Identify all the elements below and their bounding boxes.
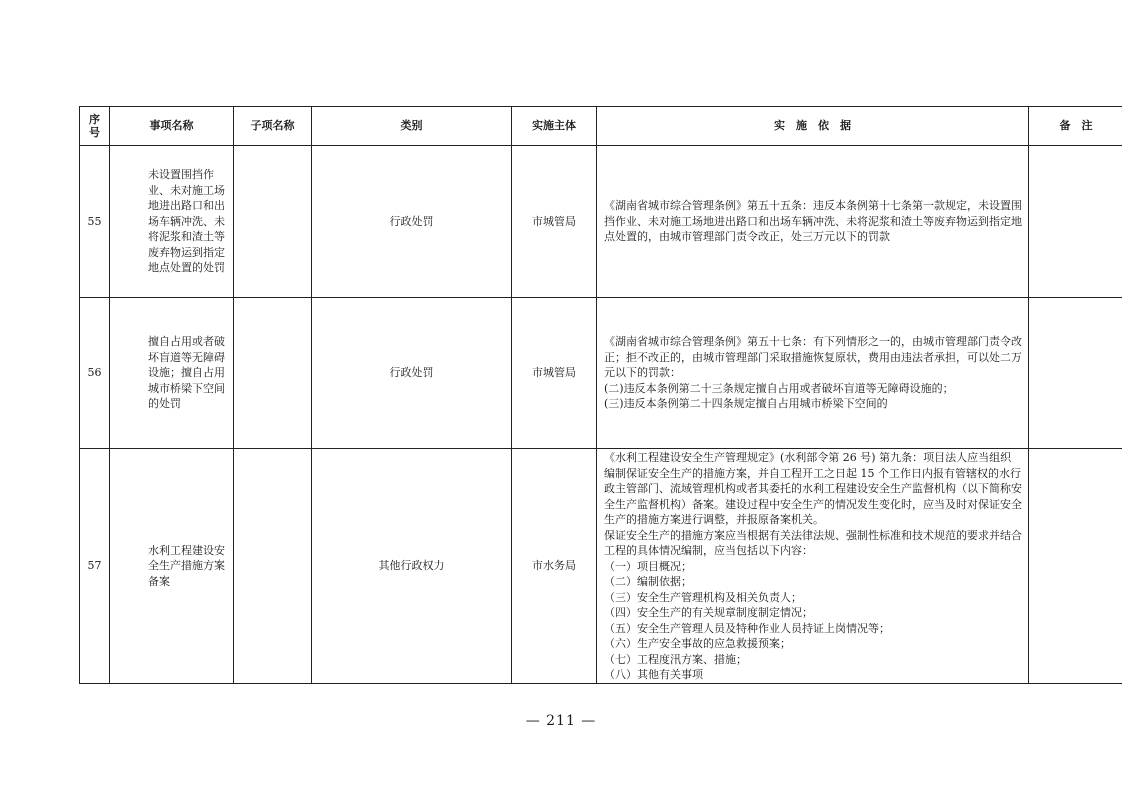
row-category: 其他行政权力 <box>312 449 512 684</box>
header-sub-item: 子项名称 <box>234 107 312 146</box>
header-category: 类别 <box>312 107 512 146</box>
basis-line: （六）生产安全事故的应急救援预案； <box>604 637 791 650</box>
basis-line: （五）安全生产管理人员及特种作业人员持证上岗情况等； <box>604 621 890 635</box>
page-number: — 211 — <box>525 713 597 729</box>
table-row <box>80 298 1122 449</box>
basis-line: （七）工程度汛方案、措施； <box>604 652 747 666</box>
row-entity: 市城管局 <box>512 146 597 298</box>
basis-line: （八）其他有关事项 <box>604 668 703 681</box>
row-item-name: 擅自占用或者破坏盲道等无障碍设施；擅自占用城市桥梁下空间的处罚 <box>110 298 234 449</box>
row-entity: 市水务局 <box>512 449 597 684</box>
table-row <box>80 449 1122 684</box>
row-category: 行政处罚 <box>312 298 512 449</box>
row-seq: 56 <box>80 298 110 449</box>
row-basis <box>597 449 1029 684</box>
header-remarks: 备 注 <box>1029 107 1122 146</box>
basis-line: （一）项目概况； <box>604 559 692 573</box>
row-item-name: 未设置围挡作业、未对施工场地进出路口和出场车辆冲洗、未将泥浆和渣土等废弃物运到指定地点处置的处罚 <box>110 146 234 298</box>
header-seq <box>80 107 110 146</box>
row-seq: 55 <box>80 146 110 298</box>
basis-line: （二）编制依据； <box>604 575 692 588</box>
row-sub-item <box>234 449 312 684</box>
basis-line: （三）安全生产管理机构及相关负责人； <box>604 590 802 604</box>
table-row <box>80 146 1122 298</box>
header-seq-line1: 序 <box>89 113 100 126</box>
document-table <box>79 106 1122 684</box>
row-remarks <box>1029 146 1122 298</box>
row-sub-item <box>234 146 312 298</box>
row-basis <box>597 146 1029 298</box>
basis-line: 《湖南省城市综合管理条例》第五十五条：违反本条例第十七条第一款规定，未设置围挡作业、未对施工场地进出路口和出场车辆冲洗、未将泥浆和渣土等废弃物运到指定地点处置的，由城市管理部门责令改正，处三万元以下的罚款 <box>604 199 1022 244</box>
header-basis: 实 施 依 据 <box>597 107 1029 146</box>
row-remarks <box>1029 298 1122 449</box>
header-seq-line2: 号 <box>89 126 100 139</box>
basis-line: 《湖南省城市综合管理条例》第五十七条：有下列情形之一的，由城市管理部门责令改正；拒不改正的，由城市管理部门采取措施恢复原状，费用由违法者承担，可以处二万元以下的罚款： <box>604 335 1022 380</box>
row-basis <box>597 298 1029 449</box>
row-seq: 57 <box>80 449 110 684</box>
basis-line: (三)违反本条例第二十四条规定擅自占用城市桥梁下空间的 <box>604 397 888 411</box>
row-remarks <box>1029 449 1122 684</box>
basis-line: (二)违反本条例第二十三条规定擅自占用或者破坏盲道等无障碍设施的； <box>604 381 954 395</box>
row-category: 行政处罚 <box>312 146 512 298</box>
row-item-name: 水利工程建设安全生产措施方案备案 <box>110 449 234 684</box>
header-entity: 实施主体 <box>512 107 597 146</box>
basis-line: （四）安全生产的有关规章制度制定情况； <box>604 606 813 619</box>
table-header-row <box>80 107 1122 146</box>
header-item-name: 事项名称 <box>110 107 234 146</box>
basis-line: 《水利工程建设安全生产管理规定》(水利部令第 26 号) 第九条：项目法人应当组织编制保证安全生产的措施方案，并自工程开工之日起 15 个工作日内报有管辖权的水行政主管部门、流域管理机构或者其委托的水利工程建设安全生产监督机构（以下简称安全生产监督机构）备案。建设过程中安全生产的情况发生变化时，应当及时对保证安全生产的措施方案进行调整，并报原备案机关。 <box>604 451 1022 526</box>
row-sub-item <box>234 298 312 449</box>
row-entity: 市城管局 <box>512 298 597 449</box>
basis-line: 保证安全生产的措施方案应当根据有关法律法规、强制性标准和技术规范的要求并结合工程的具体情况编制，应当包括以下内容： <box>604 528 1022 557</box>
